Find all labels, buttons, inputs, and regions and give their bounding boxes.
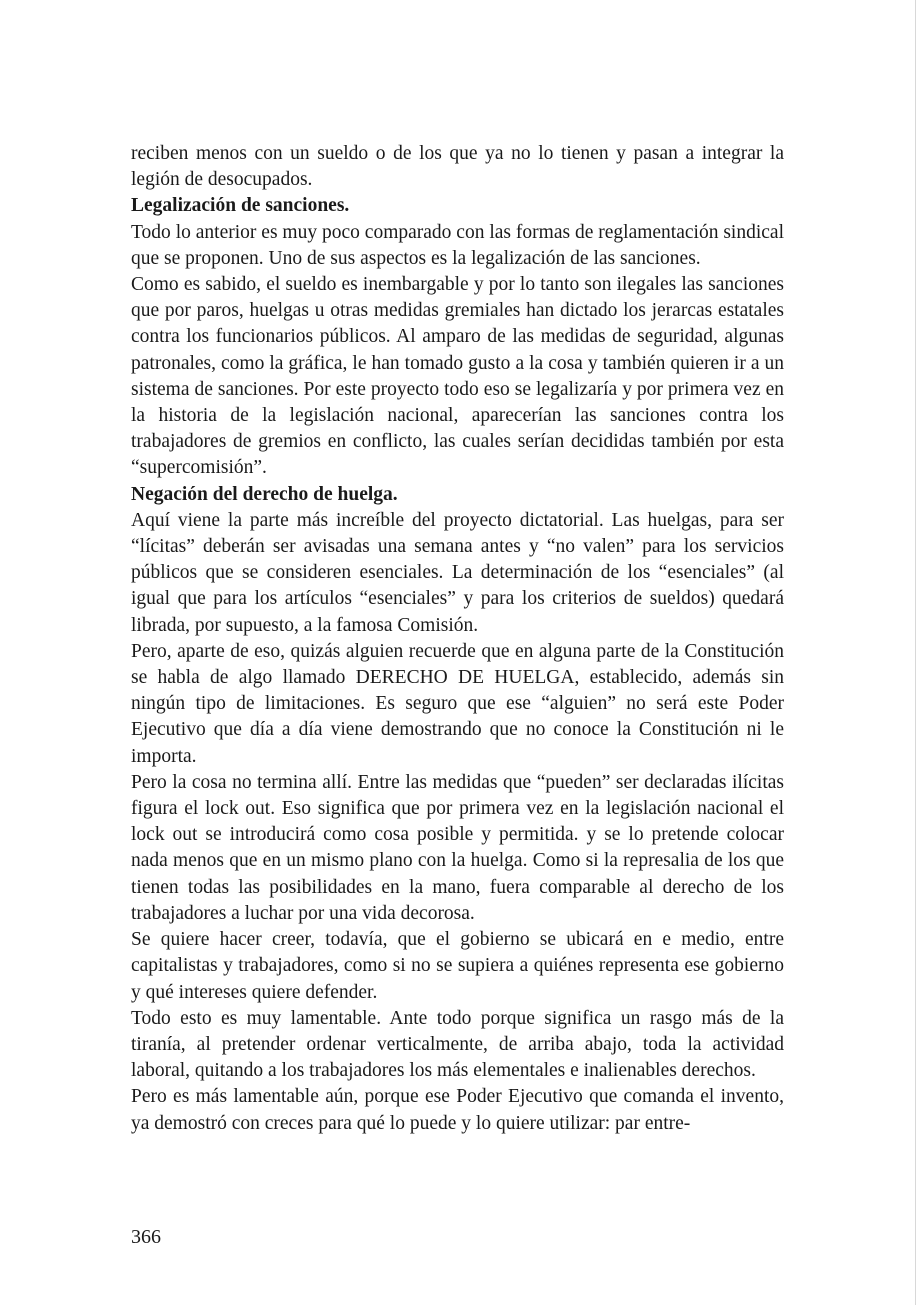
page-number: 366 bbox=[131, 1226, 161, 1248]
paragraph: Como es sabido, el sueldo es inembargable y por lo tanto son ilegales las sanciones que por paros, huelgas u otras medidas gremiales han dictado los jerarcas estatales contra los funcionarios públicos. Al amparo de las medidas de seguridad, algunas patronales, como la gráfica, le han tomado gusto a la cosa y también quieren ir a un sistema de sanciones. Por este proyecto todo eso se legalizaría y por primera vez en la historia de la legislación nacional, aparecerían las sanciones contra los trabajadores de gremios en conflicto, las cuales serían decididas también por esta “supercomisión”. bbox=[131, 274, 784, 479]
paragraph: Pero es más lamentable aún, porque ese Poder Ejecutivo que comanda el invento, ya demostró con creces para qué lo puede y lo quiere utilizar: par entre- bbox=[131, 1086, 784, 1134]
paragraph: Aquí viene la parte más increíble del proyecto dictatorial. Las huelgas, para ser “lícitas” deberán ser avisadas una semana antes y “no valen” para los servicios públicos que se consideren esenciales. La determinación de los “esenciales” (al igual que para los artículos “esenciales” y para los criterios de sueldos) quedará librada, por supuesto, a la famosa Comisión. bbox=[131, 509, 784, 636]
paragraph: reciben menos con un sueldo o de los que ya no lo tienen y pasan a integrar la legión de desocupados. bbox=[131, 143, 784, 191]
paragraph: Se quiere hacer creer, todavía, que el gobierno se ubicará en e medio, entre capitalistas y trabajadores, como si no se supiera a quiénes representa ese gobierno y qué intereses quiere defender. bbox=[131, 929, 784, 1003]
paragraph: Pero la cosa no termina allí. Entre las medidas que “pueden” ser declaradas ilícitas figura el lock out. Eso significa que por primera vez en la legislación nacional el lock out se introducirá como cosa posible y permitida. y se lo pretende colocar nada menos que en un mismo plano con la huelga. Como si la represalia de los que tienen todas las posibilidades en la mano, fuera comparable al derecho de los trabajadores a luchar por una vida decorosa. bbox=[131, 771, 784, 924]
section-heading: Negación del derecho de huelga. bbox=[131, 483, 398, 505]
section-heading: Legalización de sanciones. bbox=[131, 195, 350, 217]
paragraph: Todo lo anterior es muy poco comparado con las formas de reglamentación sindical que se proponen. Uno de sus aspectos es la legalización de las sanciones. bbox=[131, 221, 784, 269]
paragraph: Todo esto es muy lamentable. Ante todo porque significa un rasgo más de la tiranía, al pretender ordenar verticalmente, de arriba abajo, toda la actividad laboral, quitando a los trabajadores los más elementales e inalienables derechos. bbox=[131, 1007, 784, 1082]
paragraph: Pero, aparte de eso, quizás alguien recuerde que en alguna parte de la Constitución se habla de algo llamado DERECHO DE HUELGA, establecido, además sin ningún tipo de limitaciones. Es seguro que ese “alguien” no será este Poder Ejecutivo que día a día viene demostrando que no conoce la Constitución ni le importa. bbox=[131, 640, 784, 767]
body-text bbox=[131, 141, 784, 1137]
